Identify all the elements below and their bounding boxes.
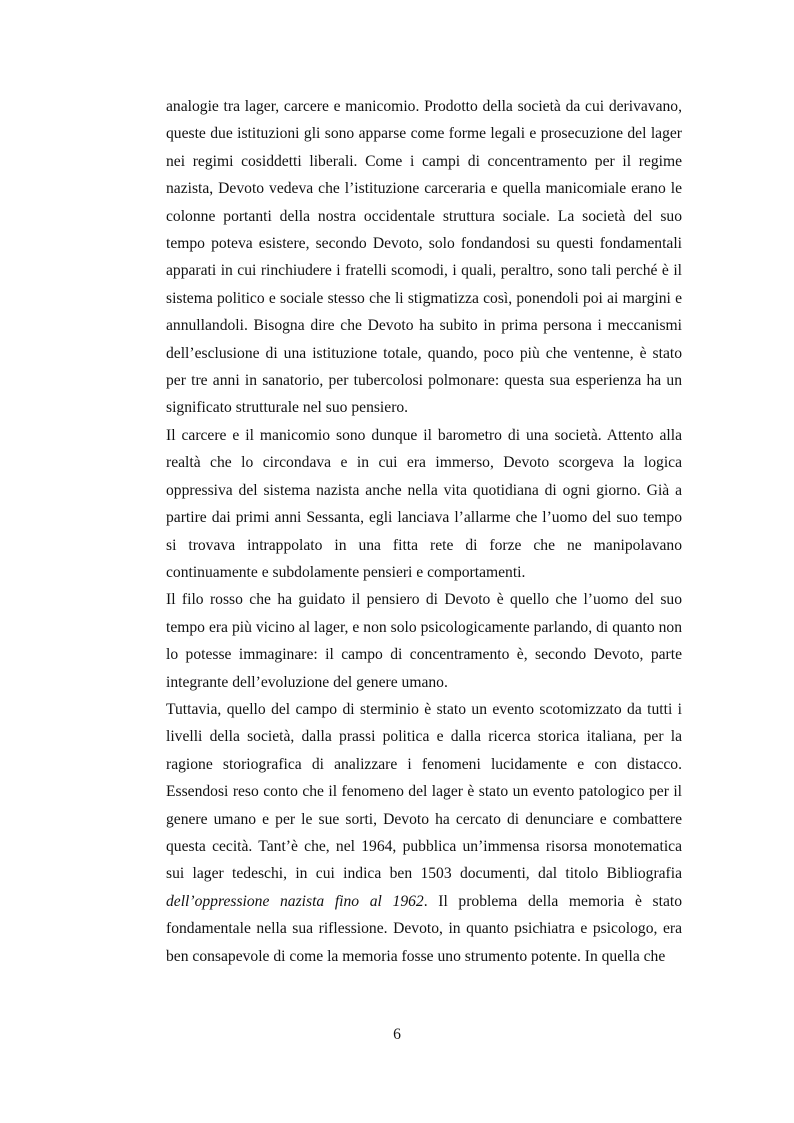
page-body: [166, 93, 682, 970]
paragraph-4: [166, 696, 682, 970]
paragraph-3: Il filo rosso che ha guidato il pensiero di Devoto è quello che l’uomo del suo tempo era più vicino al lager, e non solo psicologicamente parlando, di quanto non lo potesse immaginare: il campo di concentramento è, secondo Devoto, parte integrante dell’evoluzione del genere umano.: [166, 591, 682, 691]
paragraph-4-text-before: Tuttavia, quello del campo di sterminio è stato un evento scotomizzato da tutti i livelli della società, dalla prassi politica e dalla ricerca storica italiana, per la ragione storiografica di analizzare i fenomeni lucidamente e con distacco. Essendosi reso conto che il fenomeno del lager è stato un evento patologico per il genere umano e per le sue sorti, Devoto ha cercato di denunciare e combattere questa cecità. Tant’è che, nel 1964, pubblica un’immensa risorsa monotematica sui lager tedeschi, in cui indica ben 1503 documenti, dal titolo Bibliografia: [166, 700, 682, 883]
page-number: 6: [393, 1026, 401, 1043]
book-title-italic: dell’oppressione nazista fino al 1962: [166, 892, 424, 910]
paragraph-2: Il carcere e il manicomio sono dunque il barometro di una società. Attento alla realtà che lo circondava e in cui era immerso, Devoto scorgeva la logica oppressiva del sistema nazista anche nella vita quotidiana di ogni giorno. Già a partire dai primi anni Sessanta, egli lanciava l’allarme che l’uomo del suo tempo si trovava intrappolato in una fitta rete di forze che ne manipolavano continuamente e subdolamente pensieri e comportamenti.: [166, 426, 682, 581]
paragraph-1: analogie tra lager, carcere e manicomio. Prodotto della società da cui derivavano, queste due istituzioni gli sono apparse come forme legali e prosecuzione del lager nei regimi cosiddetti liberali. Come i campi di concentramento per il regime nazista, Devoto vedeva che l’istituzione carceraria e quella manicomiale erano le colonne portanti della nostra occidentale struttura sociale. La società del suo tempo poteva esistere, secondo Devoto, solo fondandosi su questi fondamentali apparati in cui rinchiudere i fratelli scomodi, i quali, peraltro, sono tali perché è il sistema politico e sociale stesso che li stigmatizza così, ponendoli poi ai margini e annullandoli. Bisogna dire che Devoto ha subito in prima persona i meccanismi dell’esclusione di una istituzione totale, quando, poco più che ventenne, è stato per tre anni in sanatorio, per tubercolosi polmonare: questa sua esperienza ha un significato strutturale nel suo pensiero.: [166, 98, 682, 417]
paragraph-4-text-after: . Il problema della memoria è stato fondamentale nella sua riflessione. Devoto, in quanto psichiatra e psicologo, era ben consapevole di come la memoria fosse uno strumento potente. In quella che: [166, 892, 682, 965]
